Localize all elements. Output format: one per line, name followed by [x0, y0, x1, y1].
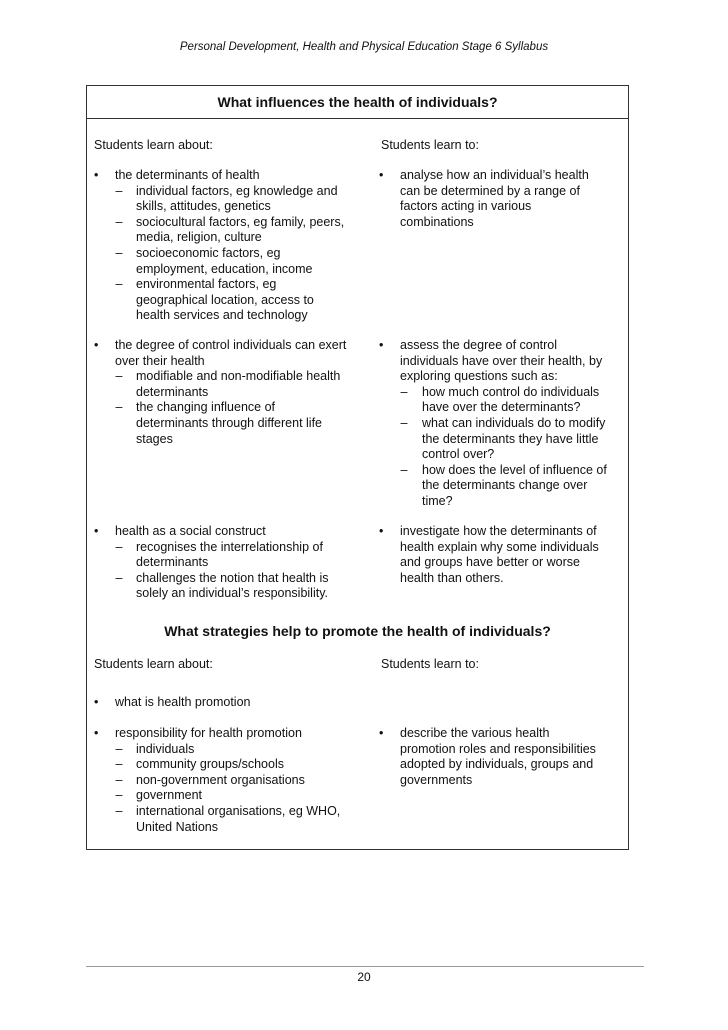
- about-bullet-marker: •: [94, 338, 99, 352]
- about-sub-item-text: employment, education, income: [136, 261, 313, 276]
- about-sub-item-text: individual factors, eg knowledge and: [136, 183, 338, 198]
- about-sub-item-text: determinants: [136, 555, 209, 570]
- to-bullet-text: health than others.: [400, 570, 504, 585]
- to-sub-item-text: the determinants they have little: [422, 431, 599, 446]
- about-sub-item-text: non-government organisations: [136, 772, 305, 787]
- section-title-strategies: What strategies help to promote the health of individuals?: [164, 623, 551, 639]
- about-sub-item-text: media, religion, culture: [136, 230, 262, 245]
- to-sub-dash: –: [400, 462, 408, 477]
- about-sub-dash: –: [115, 804, 123, 818]
- about-bullet-marker: •: [94, 524, 99, 538]
- about-bullet-marker: •: [94, 168, 99, 182]
- syllabus-content-box: [86, 85, 629, 850]
- about-bullet-marker: •: [94, 695, 99, 709]
- to-sub-item-text: time?: [422, 494, 453, 508]
- about-sub-dash: –: [115, 400, 123, 415]
- to-bullet-marker: •: [379, 168, 384, 182]
- about-sub-item-text: the changing influence of: [136, 400, 275, 415]
- about-sub-dash: –: [115, 369, 123, 384]
- about-sub-item-text: determinants through different life: [136, 416, 322, 430]
- about-sub-item-text: geographical location, access to: [136, 292, 314, 307]
- about-sub-item-text: sociocultural factors, eg family, peers,: [136, 214, 345, 229]
- about-sub-item-text: stages: [136, 431, 173, 446]
- to-bullet-text: factors acting in various: [400, 199, 532, 214]
- about-bullet-marker: •: [94, 726, 99, 740]
- about-sub-dash: –: [115, 539, 123, 554]
- to-sub-dash: –: [400, 416, 408, 430]
- about-sub-item-text: individuals: [136, 741, 195, 756]
- section-title-influences: What influences the health of individuals?: [217, 94, 498, 110]
- about-sub-dash: –: [115, 183, 123, 198]
- to-sub-dash: –: [400, 384, 408, 399]
- to-sub-item-text: what can individuals do to modify: [422, 416, 606, 430]
- about-sub-item-text: socioeconomic factors, eg: [136, 246, 281, 260]
- about-sub-item-text: skills, attitudes, genetics: [136, 199, 271, 214]
- about-sub-dash: –: [115, 277, 123, 292]
- page-number: 20: [357, 970, 371, 984]
- about-sub-dash: –: [115, 772, 123, 787]
- about-sub-dash: –: [115, 570, 123, 585]
- to-sub-item-text: how much control do individuals: [422, 384, 600, 399]
- to-bullet-text: can be determined by a range of: [400, 183, 580, 198]
- about-sub-item-text: health services and technology: [136, 308, 308, 323]
- about-sub-item-text: government: [136, 788, 203, 803]
- to-bullet-text: investigate how the determinants of: [400, 524, 597, 538]
- about-sub-dash: –: [115, 214, 123, 229]
- about-sub-item-text: United Nations: [136, 819, 218, 834]
- footer-divider: [86, 966, 644, 967]
- about-sub-dash: –: [115, 246, 123, 260]
- about-bullet-text: the determinants of health: [115, 168, 260, 182]
- about-sub-item-text: modifiable and non-modifiable health: [136, 369, 341, 384]
- to-bullet-marker: •: [379, 338, 384, 352]
- about-bullet-text: health as a social construct: [115, 524, 266, 538]
- about-sub-item-text: determinants: [136, 384, 209, 399]
- to-bullet-text: and groups have better or worse: [400, 555, 580, 570]
- running-header: Personal Development, Health and Physical Education Stage 6 Syllabus: [179, 41, 549, 53]
- to-sub-item-text: how does the level of influence of: [422, 462, 607, 477]
- to-sub-item-text: have over the determinants?: [422, 400, 581, 415]
- to-bullet-marker: •: [379, 524, 384, 538]
- learn-to-heading-2: Students learn to:: [381, 657, 479, 671]
- learn-about-heading: Students learn about:: [94, 138, 213, 152]
- about-sub-item-text: challenges the notion that health is: [136, 570, 329, 585]
- to-bullet-text: adopted by individuals, groups and: [400, 757, 594, 772]
- to-bullet-text: promotion roles and responsibilities: [400, 741, 596, 756]
- about-sub-item-text: environmental factors, eg: [136, 277, 277, 292]
- about-sub-item-text: recognises the interrelationship of: [136, 539, 323, 554]
- section-divider: [87, 118, 628, 119]
- to-bullet-text: individuals have over their health, by: [400, 353, 603, 368]
- to-sub-item-text: the determinants change over: [422, 478, 588, 493]
- about-sub-item-text: community groups/schools: [136, 757, 284, 772]
- to-sub-item-text: control over?: [422, 447, 495, 462]
- to-bullet-text: combinations: [400, 214, 474, 229]
- about-bullet-text: responsibility for health promotion: [115, 726, 302, 740]
- to-bullet-text: describe the various health: [400, 726, 550, 740]
- to-bullet-text: assess the degree of control: [400, 338, 558, 352]
- to-bullet-text: exploring questions such as:: [400, 369, 558, 384]
- learn-about-heading-2: Students learn about:: [94, 657, 213, 671]
- about-sub-dash: –: [115, 741, 123, 756]
- about-bullet-text: the degree of control individuals can exert: [115, 338, 347, 352]
- about-sub-dash: –: [115, 788, 123, 803]
- to-bullet-text: governments: [400, 772, 473, 787]
- about-sub-dash: –: [115, 757, 123, 772]
- about-sub-item-text: solely an individual’s responsibility.: [136, 586, 328, 601]
- to-bullet-text: health explain why some individuals: [400, 539, 599, 554]
- to-bullet-text: analyse how an individual’s health: [400, 168, 589, 182]
- about-bullet-text: what is health promotion: [115, 695, 251, 709]
- about-sub-item-text: international organisations, eg WHO,: [136, 804, 341, 818]
- about-bullet-text: over their health: [115, 353, 205, 368]
- learn-to-heading: Students learn to:: [381, 138, 479, 152]
- to-bullet-marker: •: [379, 726, 384, 740]
